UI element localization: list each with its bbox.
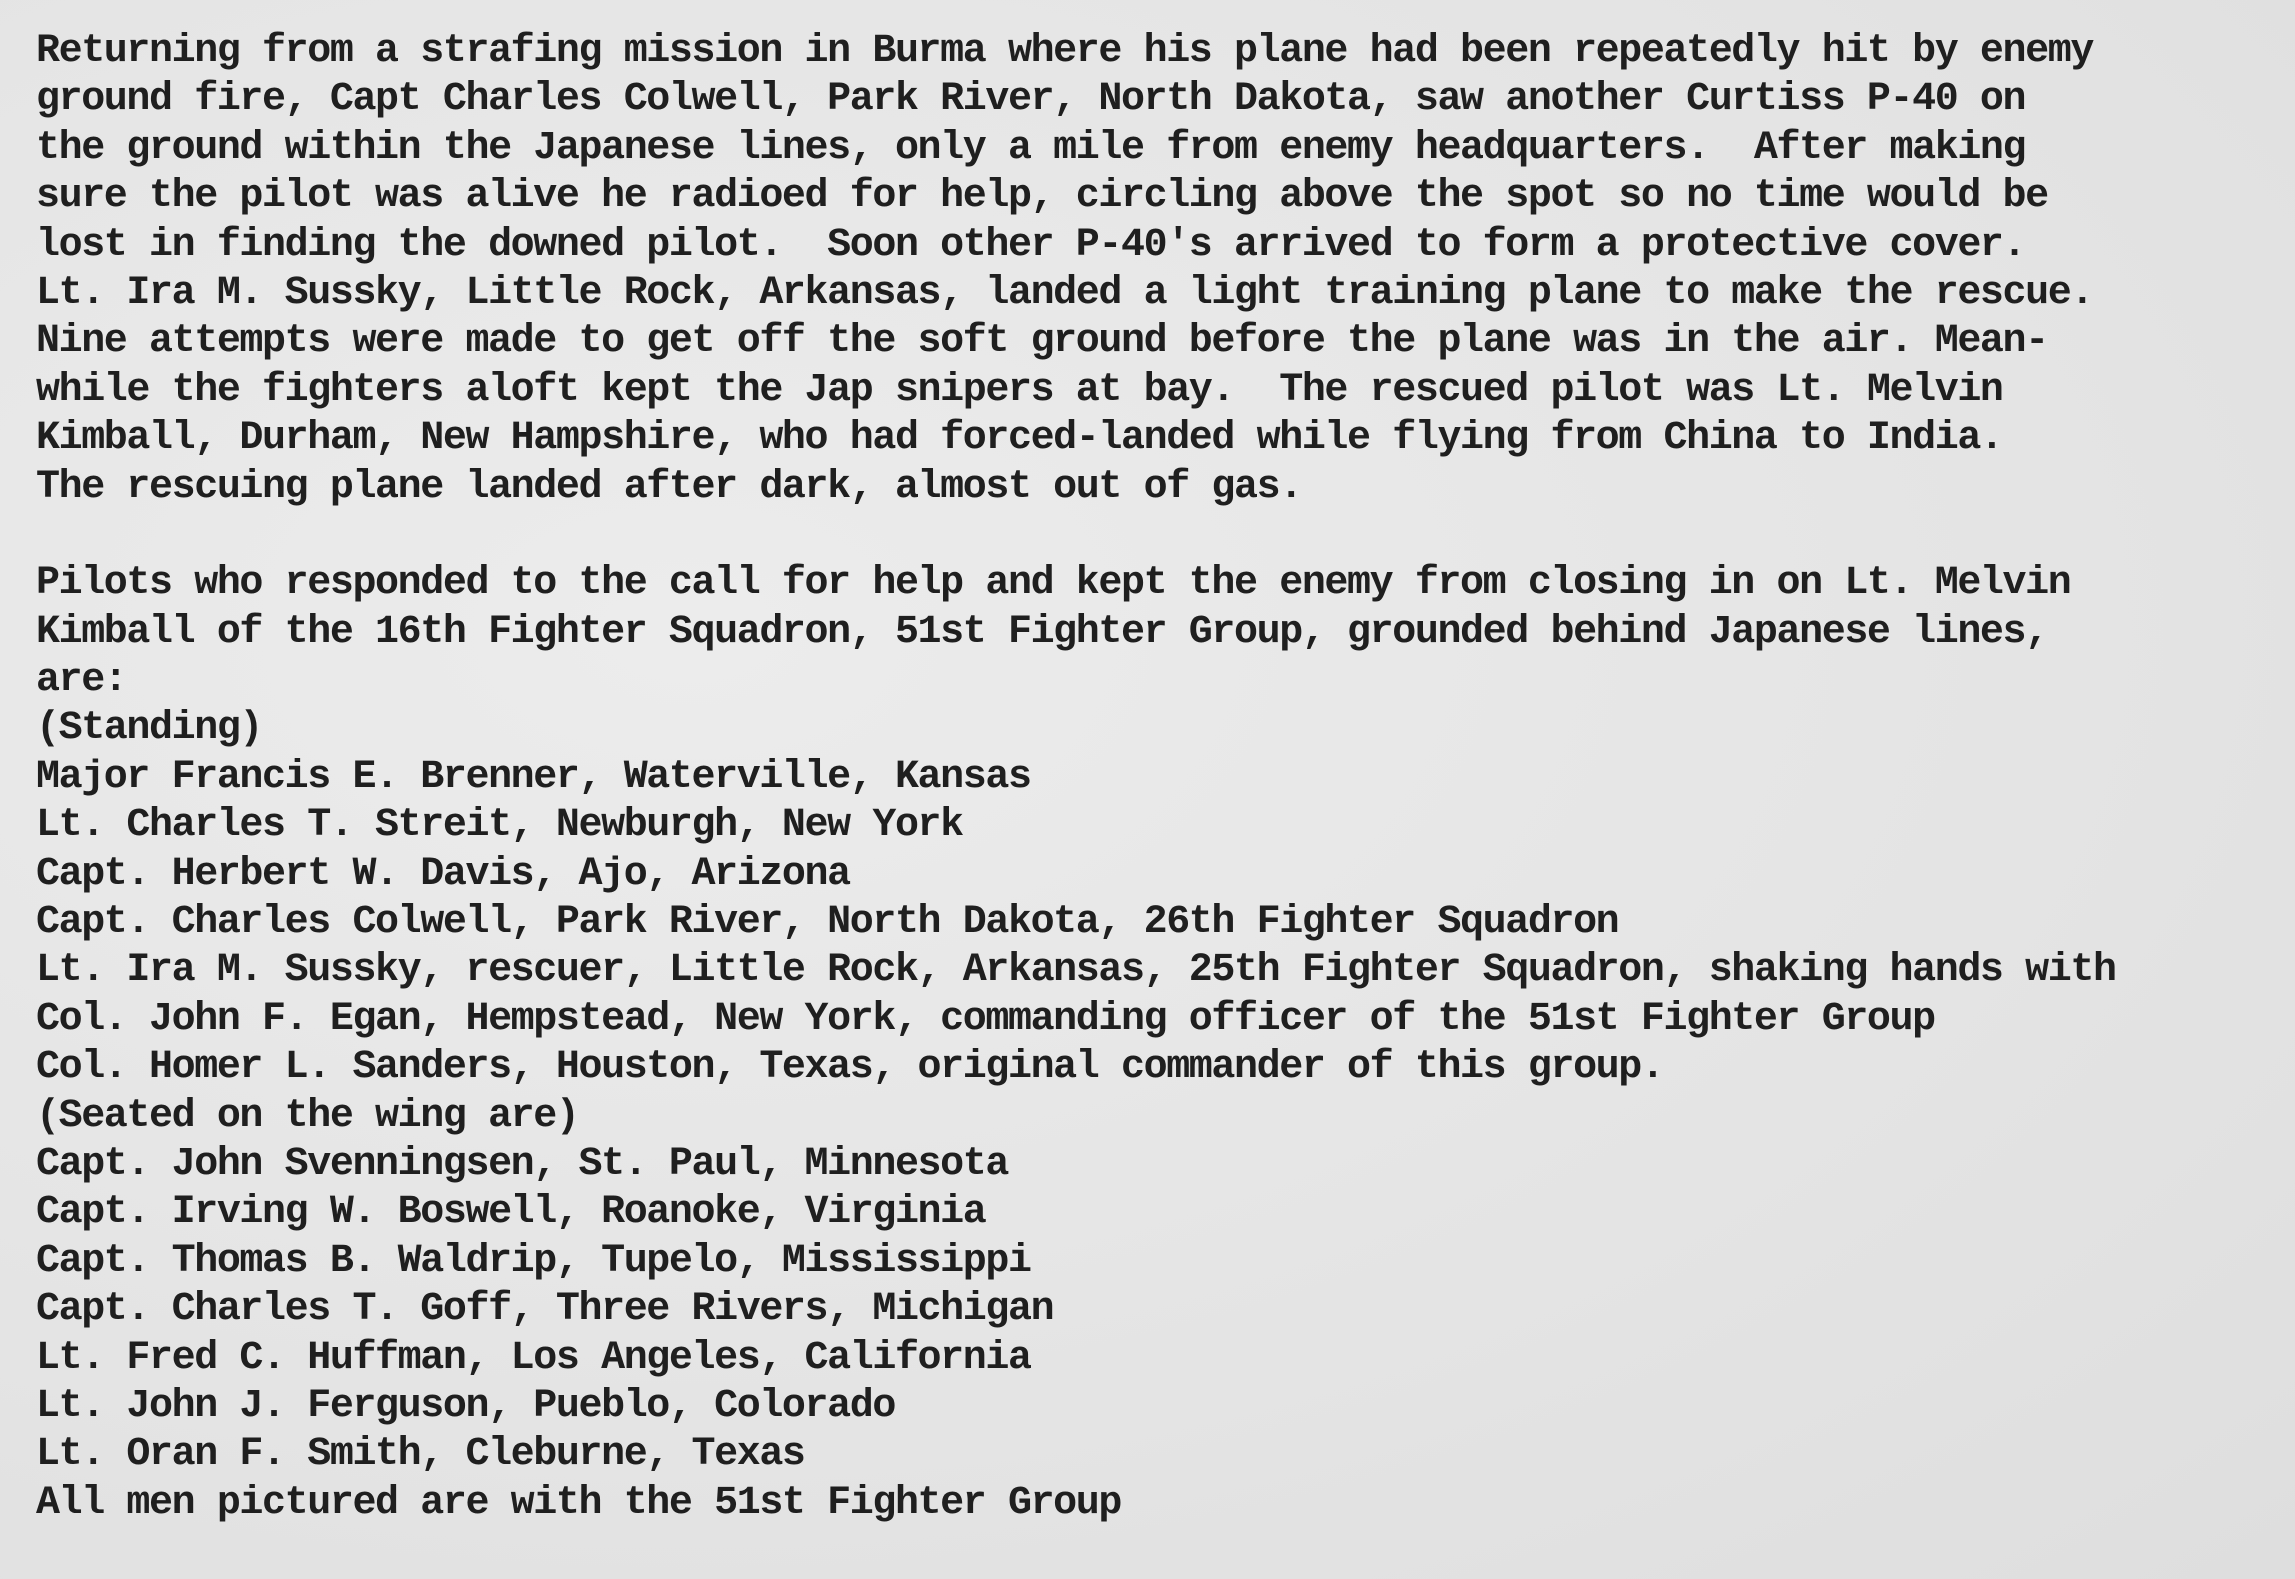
- intro-line: are:: [36, 658, 127, 704]
- narrative-line: Kimball, Durham, New Hampshire, who had forced-landed while flying from China to India.: [36, 416, 2003, 462]
- narrative-line: Returning from a strafing mission in Burma where his plane had been repeatedly hit by enemy: [36, 29, 2093, 74]
- seated-pilot-entry: Capt. Thomas B. Waldrip, Tupelo, Mississippi: [36, 1238, 1031, 1284]
- narrative-line: the ground within the Japanese lines, only a mile from enemy headquarters. After making: [36, 125, 2026, 171]
- seated-pilot-entry: Lt. John J. Ferguson, Pueblo, Colorado: [36, 1383, 895, 1429]
- narrative-line: The rescuing plane landed after dark, almost out of gas.: [36, 464, 1302, 510]
- standing-pilot-entry: Col. John F. Egan, Hempstead, New York, commanding officer of the 51st Fighter Group: [36, 996, 1935, 1042]
- narrative-line: lost in finding the downed pilot. Soon other P-40's arrived to form a protective cover.: [36, 222, 2026, 268]
- seated-heading: (Seated on the wing are): [36, 1093, 579, 1139]
- narrative-line: while the fighters aloft kept the Jap snipers at bay. The rescued pilot was Lt. Melvin: [36, 367, 2003, 413]
- standing-pilot-entry: Capt. Charles Colwell, Park River, North Dakota, 26th Fighter Squadron: [36, 900, 1619, 946]
- pilots-intro-paragraph: [36, 560, 2275, 705]
- footer-note: All men pictured are with the 51st Fighter Group: [36, 1480, 1121, 1526]
- standing-list: [36, 705, 2275, 1092]
- narrative-line: ground fire, Capt Charles Colwell, Park River, North Dakota, saw another Curtiss P-40 on: [36, 77, 2026, 123]
- seated-list: [36, 1093, 2275, 1529]
- seated-pilot-entry: Capt. Irving W. Boswell, Roanoke, Virginia: [36, 1190, 986, 1236]
- standing-pilot-entry: Lt. Charles T. Streit, Newburgh, New York: [36, 803, 963, 849]
- seated-pilot-entry: Lt. Oran F. Smith, Cleburne, Texas: [36, 1432, 805, 1478]
- narrative-line: Lt. Ira M. Sussky, Little Rock, Arkansas, landed a light training plane to make the rescue.: [36, 270, 2093, 316]
- rescue-narrative-paragraph: [36, 28, 2275, 512]
- standing-pilot-entry: Col. Homer L. Sanders, Houston, Texas, original commander of this group.: [36, 1045, 1664, 1091]
- narrative-line: Nine attempts were made to get off the soft ground before the plane was in the air. Mean-: [36, 319, 2048, 365]
- standing-heading: (Standing): [36, 706, 263, 752]
- paragraph-spacer: [36, 512, 2275, 560]
- seated-pilot-entry: Lt. Fred C. Huffman, Los Angeles, California: [36, 1335, 1031, 1381]
- standing-pilot-entry: Capt. Herbert W. Davis, Ajo, Arizona: [36, 851, 850, 897]
- seated-pilot-entry: Capt. John Svenningsen, St. Paul, Minnesota: [36, 1141, 1008, 1187]
- narrative-line: sure the pilot was alive he radioed for help, circling above the spot so no time would be: [36, 174, 2048, 220]
- intro-line: Pilots who responded to the call for help and kept the enemy from closing in on Lt. Melvin: [36, 561, 2071, 607]
- intro-line: Kimball of the 16th Fighter Squadron, 51st Fighter Group, grounded behind Japanese lines,: [36, 609, 2048, 655]
- standing-pilot-entry: Major Francis E. Brenner, Waterville, Kansas: [36, 754, 1031, 800]
- standing-pilot-entry: Lt. Ira M. Sussky, rescuer, Little Rock, Arkansas, 25th Fighter Squadron, shaking hands with: [36, 948, 2116, 994]
- seated-pilot-entry: Capt. Charles T. Goff, Three Rivers, Michigan: [36, 1287, 1054, 1333]
